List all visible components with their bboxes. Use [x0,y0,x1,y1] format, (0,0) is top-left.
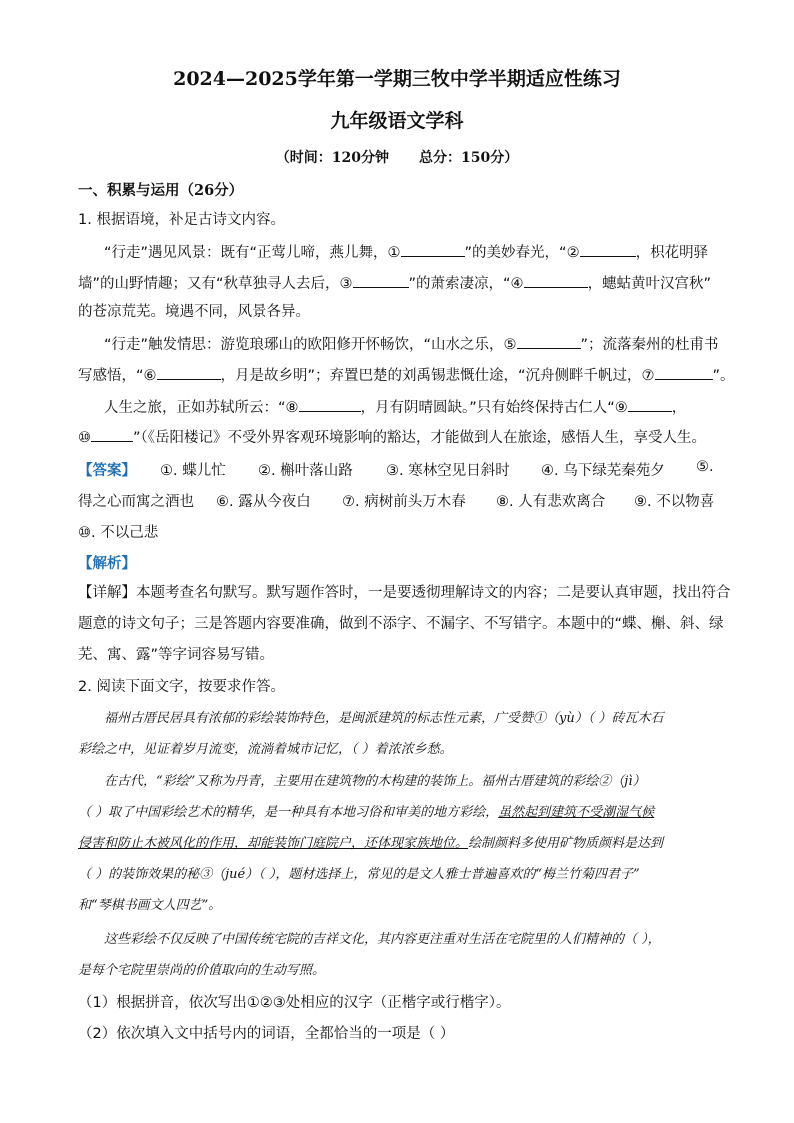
q1-stem: 1. 根据语境，补足古诗文内容。 [78,212,285,228]
answer-item-3: ③. 寒林空见日斜时 [386,463,510,479]
q2-passage-a-line2: 彩绘之中，见证着岁月流变，流淌着城市记忆，（ ）着浓浓乡愁。 [78,742,453,757]
blank-10[interactable] [91,426,133,442]
q2-sub1: （1）根据拼音，依次写出①②③处相应的汉字（正楷字或行楷字）。 [78,995,511,1011]
time-info: （时间：120分钟 [275,150,389,166]
q1-para2-line2: 写感悟，“⑥ ，月是故乡明”；弃置巴楚的刘禹锡悲慨仕途，“沉舟侧畔千帆过，⑦ ”。 [78,364,718,386]
q2-passage-b-line4: （ ）的装饰效果的秘③（jué）（ ），题材选择上，常见的是文人雅士普遍喜欢的“梅兰竹菊四君子” [78,867,640,882]
q2-passage-b-line2: （ ）取了中国彩绘艺术的精华，是一种具有本地习俗和审美的地方彩绘，虽然起到建筑不受潮湿气候 [78,805,655,820]
answer-item-5: ⑤. [696,459,714,475]
blank-5[interactable] [517,333,581,349]
answer-item-6: ⑥. 露从今夜白 [216,494,311,510]
q1-para1-line3: 的苍凉荒芜。境遇不同，风景各异。 [78,304,310,320]
q2-sub2: （2）依次填入文中括号内的词语，全都恰当的一项是（ ） [78,1026,455,1042]
blank-2[interactable] [580,241,636,257]
q2-passage-c-line2: 是每个宅院里崇尚的价值取向的生动写照。 [78,963,326,978]
detail-line-2: 题意的诗文句子；三是答题内容要准确，做到不添字、不漏字、不写错字。本题中的“蝶、槲、斜、绿 [78,616,724,632]
blank-9[interactable] [628,396,672,412]
q1-para3-line1: 人生之旅，正如苏轼所云：“⑧ ，月有阴晴圆缺。”只有始终保持古仁人“⑨ ， [104,396,744,418]
answer-label: 【答案】 [78,463,136,479]
subject-title: 九年级语文学科 [330,110,464,132]
q1-para3-line2: ⑩ ”（《岳阳楼记》不受外界客观环境影响的豁达，才能做到人在旅途，感悟人生，享受人生。 [78,426,718,448]
exam-info [0,147,794,167]
detail-line-1: 【详解】本题考查名句默写。默写题作答时，一是要透彻理解诗文的内容；二是要认真审题，找出符合 [78,585,731,601]
blank-8[interactable] [299,396,361,412]
section-heading: 一、积累与运用（26分） [78,182,244,199]
answer-item-1: ①. 蝶儿忙 [160,463,226,479]
q2-passage-a-line1: 福州古厝民居具有浓郁的彩绘装饰特色，是闽派建筑的标志性元素，广受赞①（yù）（ ）砖瓦木石 [104,711,664,726]
answer-item-7: ⑦. 病树前头万木春 [342,494,466,510]
answer-item-5-text: 得之心而寓之酒也 [78,494,194,510]
q2-passage-b-line1: 在古代，“彩绘”又称为丹青，主要用在建筑物的木构建的装饰上。福州古厝建筑的彩绘②（jì） [104,774,646,789]
answer-item-9: ⑨. 不以物喜 [634,494,715,510]
blank-3[interactable] [353,272,409,288]
q1-para1-line2: 墙”的山野情趣；又有“秋草独寻人去后，③ ”的萧索凄凉，“④ ，蟪蛄黄叶汉宫秋” [78,272,718,294]
answer-item-8: ⑧. 人有悲欢离合 [496,494,606,510]
exam-title: 2024—2025学年第一学期三牧中学半期适应性练习 [173,68,621,90]
detail-line-3: 芜、寓、露”等字词容易写错。 [78,647,275,663]
underlined-sentence-part2: 侵害和防止木被风化的作用，却能装饰门庭院户，还体现家族地位。 [78,836,469,851]
blank-6[interactable] [157,364,221,380]
q1-para2-line1: “行走”触发情思：游览琅琊山的欧阳修开怀畅饮，“山水之乐，⑤ ”；流落秦州的杜甫书 [104,333,744,355]
q2-passage-b-line5: 和“琴棋书画文人四艺”。 [78,898,222,913]
q1-para1-line1: “行走”遇见风景：既有“正莺儿啼，燕儿舞，① ”的美妙春光，“② ，枳花明驿 [104,241,744,263]
q2-passage-b-line3: 侵害和防止木被风化的作用，却能装饰门庭院户，还体现家族地位。绘制颜料多使用矿物质颜料是达到 [78,836,664,851]
blank-4[interactable] [524,272,588,288]
q2-passage-c-line1: 这些彩绘不仅反映了中国传统宅院的吉祥文化，其内容更注重对生活在宅院里的人们精神的（ ）， [104,932,661,947]
q2-stem: 2. 阅读下面文字，按要求作答。 [78,679,285,695]
score-info: 总分：150分） [419,150,519,166]
analysis-label: 【解析】 [78,556,136,572]
answer-item-10: ⑩. 不以己悲 [78,525,159,541]
underlined-sentence-part1: 虽然起到建筑不受潮湿气候 [498,805,655,820]
answer-item-4: ④. 乌下绿芜秦苑夕 [541,463,665,479]
answer-item-2: ②. 槲叶落山路 [258,463,353,479]
blank-7[interactable] [655,364,713,380]
blank-1[interactable] [401,241,465,257]
